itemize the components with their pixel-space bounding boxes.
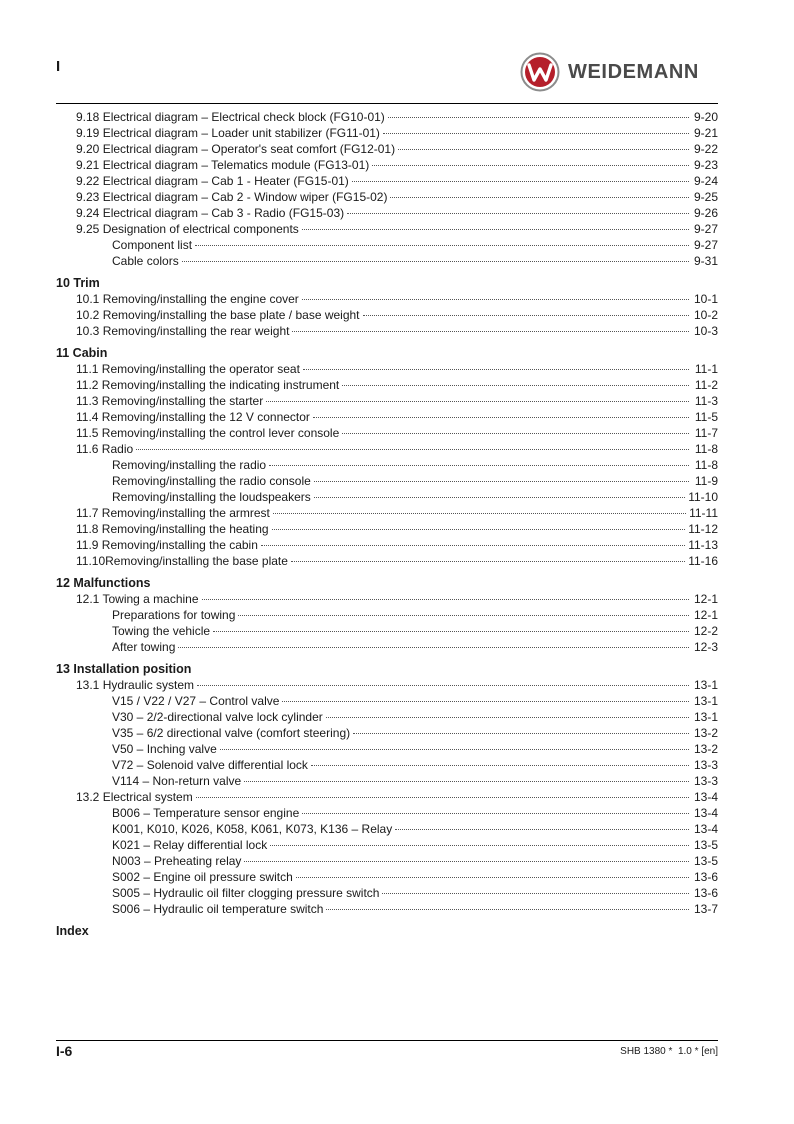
toc-entry-title: V35 – 6/2 directional valve (comfort steering)	[112, 726, 351, 740]
toc-page-number: 11-12	[688, 522, 718, 536]
dot-leader	[302, 298, 689, 300]
toc-page-number: 11-2	[694, 378, 718, 392]
toc-entry[interactable]	[56, 307, 718, 323]
dot-leader	[383, 132, 689, 134]
toc-entry[interactable]	[56, 173, 718, 189]
toc-entry[interactable]	[56, 441, 718, 457]
dot-leader	[347, 212, 689, 214]
toc-subentry[interactable]	[56, 757, 718, 773]
dot-leader	[178, 646, 689, 648]
toc-page-number: 12-1	[693, 608, 718, 622]
dot-leader	[197, 684, 689, 686]
toc-entry-title: Removing/installing the loudspeakers	[112, 490, 311, 504]
chapter-heading[interactable]: 11 Cabin	[56, 346, 108, 360]
toc-entry-title: V50 – Inching valve	[112, 742, 217, 756]
toc-subentry[interactable]	[56, 821, 718, 837]
toc-page-number: 13-2	[693, 742, 718, 756]
toc-entry-title: 13.2 Electrical system	[76, 790, 193, 804]
toc-page-number: 10-2	[693, 308, 718, 322]
chapter-heading[interactable]: 12 Malfunctions	[56, 576, 151, 590]
toc-entry-title: 9.21 Electrical diagram – Telematics module (FG13-01)	[76, 158, 370, 172]
dot-leader	[314, 496, 685, 498]
toc-entry[interactable]	[56, 505, 718, 521]
toc-subentry[interactable]	[56, 639, 718, 655]
toc-entry-title: After towing	[112, 640, 176, 654]
toc-subentry[interactable]	[56, 741, 718, 757]
dot-leader	[266, 400, 689, 402]
page-number: I-6	[56, 1043, 73, 1059]
toc-entry-title: 9.24 Electrical diagram – Cab 3 - Radio (FG15-03)	[76, 206, 345, 220]
toc-page-number: 13-1	[693, 694, 718, 708]
dot-leader	[363, 314, 689, 316]
toc-entry-title: 11.3 Removing/installing the starter	[76, 394, 264, 408]
toc-entry-title: 12.1 Towing a machine	[76, 592, 199, 606]
dot-leader	[291, 560, 685, 562]
toc-entry-title: S005 – Hydraulic oil filter clogging pressure switch	[112, 886, 380, 900]
toc-page-number: 9-24	[693, 174, 718, 188]
toc-page-number: 13-4	[693, 822, 718, 836]
toc-subentry[interactable]	[56, 709, 718, 725]
toc-entry-title: K021 – Relay differential lock	[112, 838, 268, 852]
dot-leader	[313, 416, 689, 418]
toc-page-number: 13-5	[693, 854, 718, 868]
chapter-heading[interactable]: 10 Trim	[56, 276, 100, 290]
dot-leader	[314, 480, 689, 482]
toc-page-number: 9-26	[693, 206, 718, 220]
dot-leader	[282, 700, 689, 702]
toc-page-number: 11-8	[694, 458, 718, 472]
toc-entry-title: 11.7 Removing/installing the armrest	[76, 506, 270, 520]
toc-entry[interactable]	[56, 125, 718, 141]
toc-page-number: 11-9	[694, 474, 718, 488]
toc-subentry[interactable]	[56, 489, 718, 505]
toc-entry-title: 9.23 Electrical diagram – Cab 2 - Window wiper (FG15-02)	[76, 190, 388, 204]
dot-leader	[382, 892, 689, 894]
toc-page-number: 13-7	[693, 902, 718, 916]
toc-page-number: 13-3	[693, 758, 718, 772]
toc-entry-title: 10.1 Removing/installing the engine cover	[76, 292, 299, 306]
toc-entry-title: Towing the vehicle	[112, 624, 211, 638]
toc-entry[interactable]	[56, 553, 718, 569]
toc-subentry[interactable]	[56, 253, 718, 269]
dot-leader	[261, 544, 685, 546]
toc-page-number: 11-1	[694, 362, 718, 376]
toc-entry[interactable]	[56, 109, 718, 125]
brand-name: WEIDEMANN	[568, 60, 699, 83]
dot-leader	[270, 844, 689, 846]
dot-leader	[388, 116, 689, 118]
toc-entry[interactable]	[56, 157, 718, 173]
toc-entry-title: Component list	[112, 238, 193, 252]
document-id: SHB 1380 * 1.0 * [en]	[620, 1046, 718, 1057]
dot-leader	[244, 780, 689, 782]
toc-page-number: 11-5	[694, 410, 718, 424]
dot-leader	[296, 876, 689, 878]
toc-page-number: 13-5	[693, 838, 718, 852]
toc-entry[interactable]	[56, 521, 718, 537]
dot-leader	[302, 812, 689, 814]
toc-entry-title: 11.2 Removing/installing the indicating instrument	[76, 378, 340, 392]
dot-leader	[352, 180, 689, 182]
toc-entry-title: 9.19 Electrical diagram – Loader unit stabilizer (FG11-01)	[76, 126, 380, 140]
toc-page-number: 10-1	[693, 292, 718, 306]
toc-page-number: 11-10	[688, 490, 718, 504]
dot-leader	[213, 630, 689, 632]
toc-page-number: 12-2	[693, 624, 718, 638]
toc-subentry[interactable]	[56, 885, 718, 901]
toc-entry-title: 9.25 Designation of electrical components	[76, 222, 299, 236]
toc-entry-title: V114 – Non-return valve	[112, 774, 242, 788]
toc-subentry[interactable]	[56, 693, 718, 709]
toc-entry-title: Removing/installing the radio console	[112, 474, 311, 488]
toc-entry-title: 9.20 Electrical diagram – Operator's seat comfort (FG12-01)	[76, 142, 396, 156]
toc-entry-title: 10.2 Removing/installing the base plate / base weight	[76, 308, 360, 322]
toc-entry-title: S002 – Engine oil pressure switch	[112, 870, 293, 884]
toc-entry-title: N003 – Preheating relay	[112, 854, 242, 868]
toc-entry-title: 13.1 Hydraulic system	[76, 678, 195, 692]
toc-subentry[interactable]	[56, 853, 718, 869]
toc-entry[interactable]	[56, 677, 718, 693]
toc-page-number: 9-31	[693, 254, 718, 268]
toc-entry-title: K001, K010, K026, K058, K061, K073, K136 – Relay	[112, 822, 393, 836]
dot-leader	[273, 512, 686, 514]
dot-leader	[202, 598, 689, 600]
toc-entry[interactable]	[56, 361, 718, 377]
dot-leader	[311, 764, 689, 766]
dot-leader	[220, 748, 689, 750]
toc-page-number: 9-21	[693, 126, 718, 140]
dot-leader	[182, 260, 689, 262]
footer-divider	[56, 1040, 718, 1041]
toc-page-number: 11-3	[694, 394, 718, 408]
toc-page-number: 11-13	[688, 538, 718, 552]
toc-page-number: 13-3	[693, 774, 718, 788]
toc-page-number: 11-8	[694, 442, 718, 456]
toc-page-number: 9-20	[693, 110, 718, 124]
toc-page-number: 9-27	[693, 222, 718, 236]
toc-entry[interactable]	[56, 591, 718, 607]
dot-leader	[395, 828, 689, 830]
toc-entry-title: S006 – Hydraulic oil temperature switch	[112, 902, 324, 916]
dot-leader	[372, 164, 689, 166]
toc-entry[interactable]	[56, 291, 718, 307]
toc-entry-title: 11.8 Removing/installing the heating	[76, 522, 269, 536]
toc-entry[interactable]	[56, 393, 718, 409]
toc-entry-title: 11.9 Removing/installing the cabin	[76, 538, 258, 552]
toc-entry-title: 11.1 Removing/installing the operator seat	[76, 362, 300, 376]
toc-page-number: 12-1	[693, 592, 718, 606]
toc-entry-title: 9.18 Electrical diagram – Electrical check block (FG10-01)	[76, 110, 385, 124]
toc-page-number: 10-3	[693, 324, 718, 338]
dot-leader	[390, 196, 689, 198]
toc-entry-title: 11.5 Removing/installing the control lever console	[76, 426, 340, 440]
toc-subentry[interactable]	[56, 607, 718, 623]
dot-leader	[238, 614, 689, 616]
dot-leader	[342, 432, 689, 434]
dot-leader	[302, 228, 689, 230]
toc-entry-title: 10.3 Removing/installing the rear weight	[76, 324, 290, 338]
toc-page-number: 9-22	[693, 142, 718, 156]
toc-entry[interactable]	[56, 789, 718, 805]
dot-leader	[353, 732, 689, 734]
dot-leader	[326, 716, 689, 718]
toc-entry-title: Preparations for towing	[112, 608, 236, 622]
toc-entry-title: Removing/installing the radio	[112, 458, 267, 472]
toc-page-number: 9-27	[693, 238, 718, 252]
toc-page-number: 11-7	[694, 426, 718, 440]
toc-page-number: 13-4	[693, 790, 718, 804]
toc-page-number: 13-2	[693, 726, 718, 740]
dot-leader	[195, 244, 689, 246]
toc-subentry[interactable]	[56, 805, 718, 821]
weidemann-logo-icon	[520, 52, 560, 92]
toc-entry[interactable]	[56, 221, 718, 237]
toc-page-number: 11-16	[688, 554, 718, 568]
dot-leader	[326, 908, 689, 910]
toc-entry[interactable]	[56, 141, 718, 157]
dot-leader	[272, 528, 686, 530]
table-of-contents	[56, 109, 718, 939]
toc-page-number: 12-3	[693, 640, 718, 654]
toc-subentry[interactable]	[56, 473, 718, 489]
toc-entry-title: V30 – 2/2-directional valve lock cylinder	[112, 710, 323, 724]
toc-entry-title: 11.10Removing/installing the base plate	[76, 554, 288, 568]
toc-page-number: 9-23	[693, 158, 718, 172]
dot-leader	[292, 330, 689, 332]
toc-subentry[interactable]	[56, 837, 718, 853]
toc-subentry[interactable]	[56, 725, 718, 741]
chapter-heading[interactable]: Index	[56, 924, 89, 938]
dot-leader	[269, 464, 689, 466]
dot-leader	[244, 860, 689, 862]
toc-subentry[interactable]	[56, 623, 718, 639]
header-divider	[56, 103, 718, 104]
toc-page-number: 13-6	[693, 886, 718, 900]
toc-entry-title: Cable colors	[112, 254, 179, 268]
toc-entry-title: V15 / V22 / V27 – Control valve	[112, 694, 280, 708]
toc-entry-title: V72 – Solenoid valve differential lock	[112, 758, 308, 772]
toc-page-number: 13-4	[693, 806, 718, 820]
toc-entry[interactable]	[56, 409, 718, 425]
toc-entry-title: 9.22 Electrical diagram – Cab 1 - Heater (FG15-01)	[76, 174, 349, 188]
dot-leader	[136, 448, 689, 450]
toc-subentry[interactable]	[56, 869, 718, 885]
toc-entry-title: B006 – Temperature sensor engine	[112, 806, 300, 820]
dot-leader	[303, 368, 689, 370]
toc-subentry[interactable]	[56, 773, 718, 789]
section-letter: I	[56, 58, 61, 75]
chapter-heading[interactable]: 13 Installation position	[56, 662, 192, 676]
toc-page-number: 13-1	[693, 710, 718, 724]
toc-entry[interactable]	[56, 537, 718, 553]
toc-entry-title: 11.6 Radio	[76, 442, 134, 456]
toc-page-number: 13-6	[693, 870, 718, 884]
dot-leader	[398, 148, 689, 150]
toc-entry[interactable]	[56, 189, 718, 205]
toc-entry[interactable]	[56, 323, 718, 339]
toc-entry-title: 11.4 Removing/installing the 12 V connector	[76, 410, 310, 424]
toc-page-number: 13-1	[693, 678, 718, 692]
dot-leader	[342, 384, 689, 386]
toc-page-number: 11-11	[689, 506, 718, 520]
toc-entry[interactable]	[56, 205, 718, 221]
toc-entry[interactable]	[56, 425, 718, 441]
brand-header	[520, 50, 699, 94]
dot-leader	[196, 796, 689, 798]
toc-subentry[interactable]	[56, 901, 718, 917]
toc-entry[interactable]	[56, 377, 718, 393]
toc-subentry[interactable]	[56, 457, 718, 473]
toc-subentry[interactable]	[56, 237, 718, 253]
toc-page-number: 9-25	[693, 190, 718, 204]
